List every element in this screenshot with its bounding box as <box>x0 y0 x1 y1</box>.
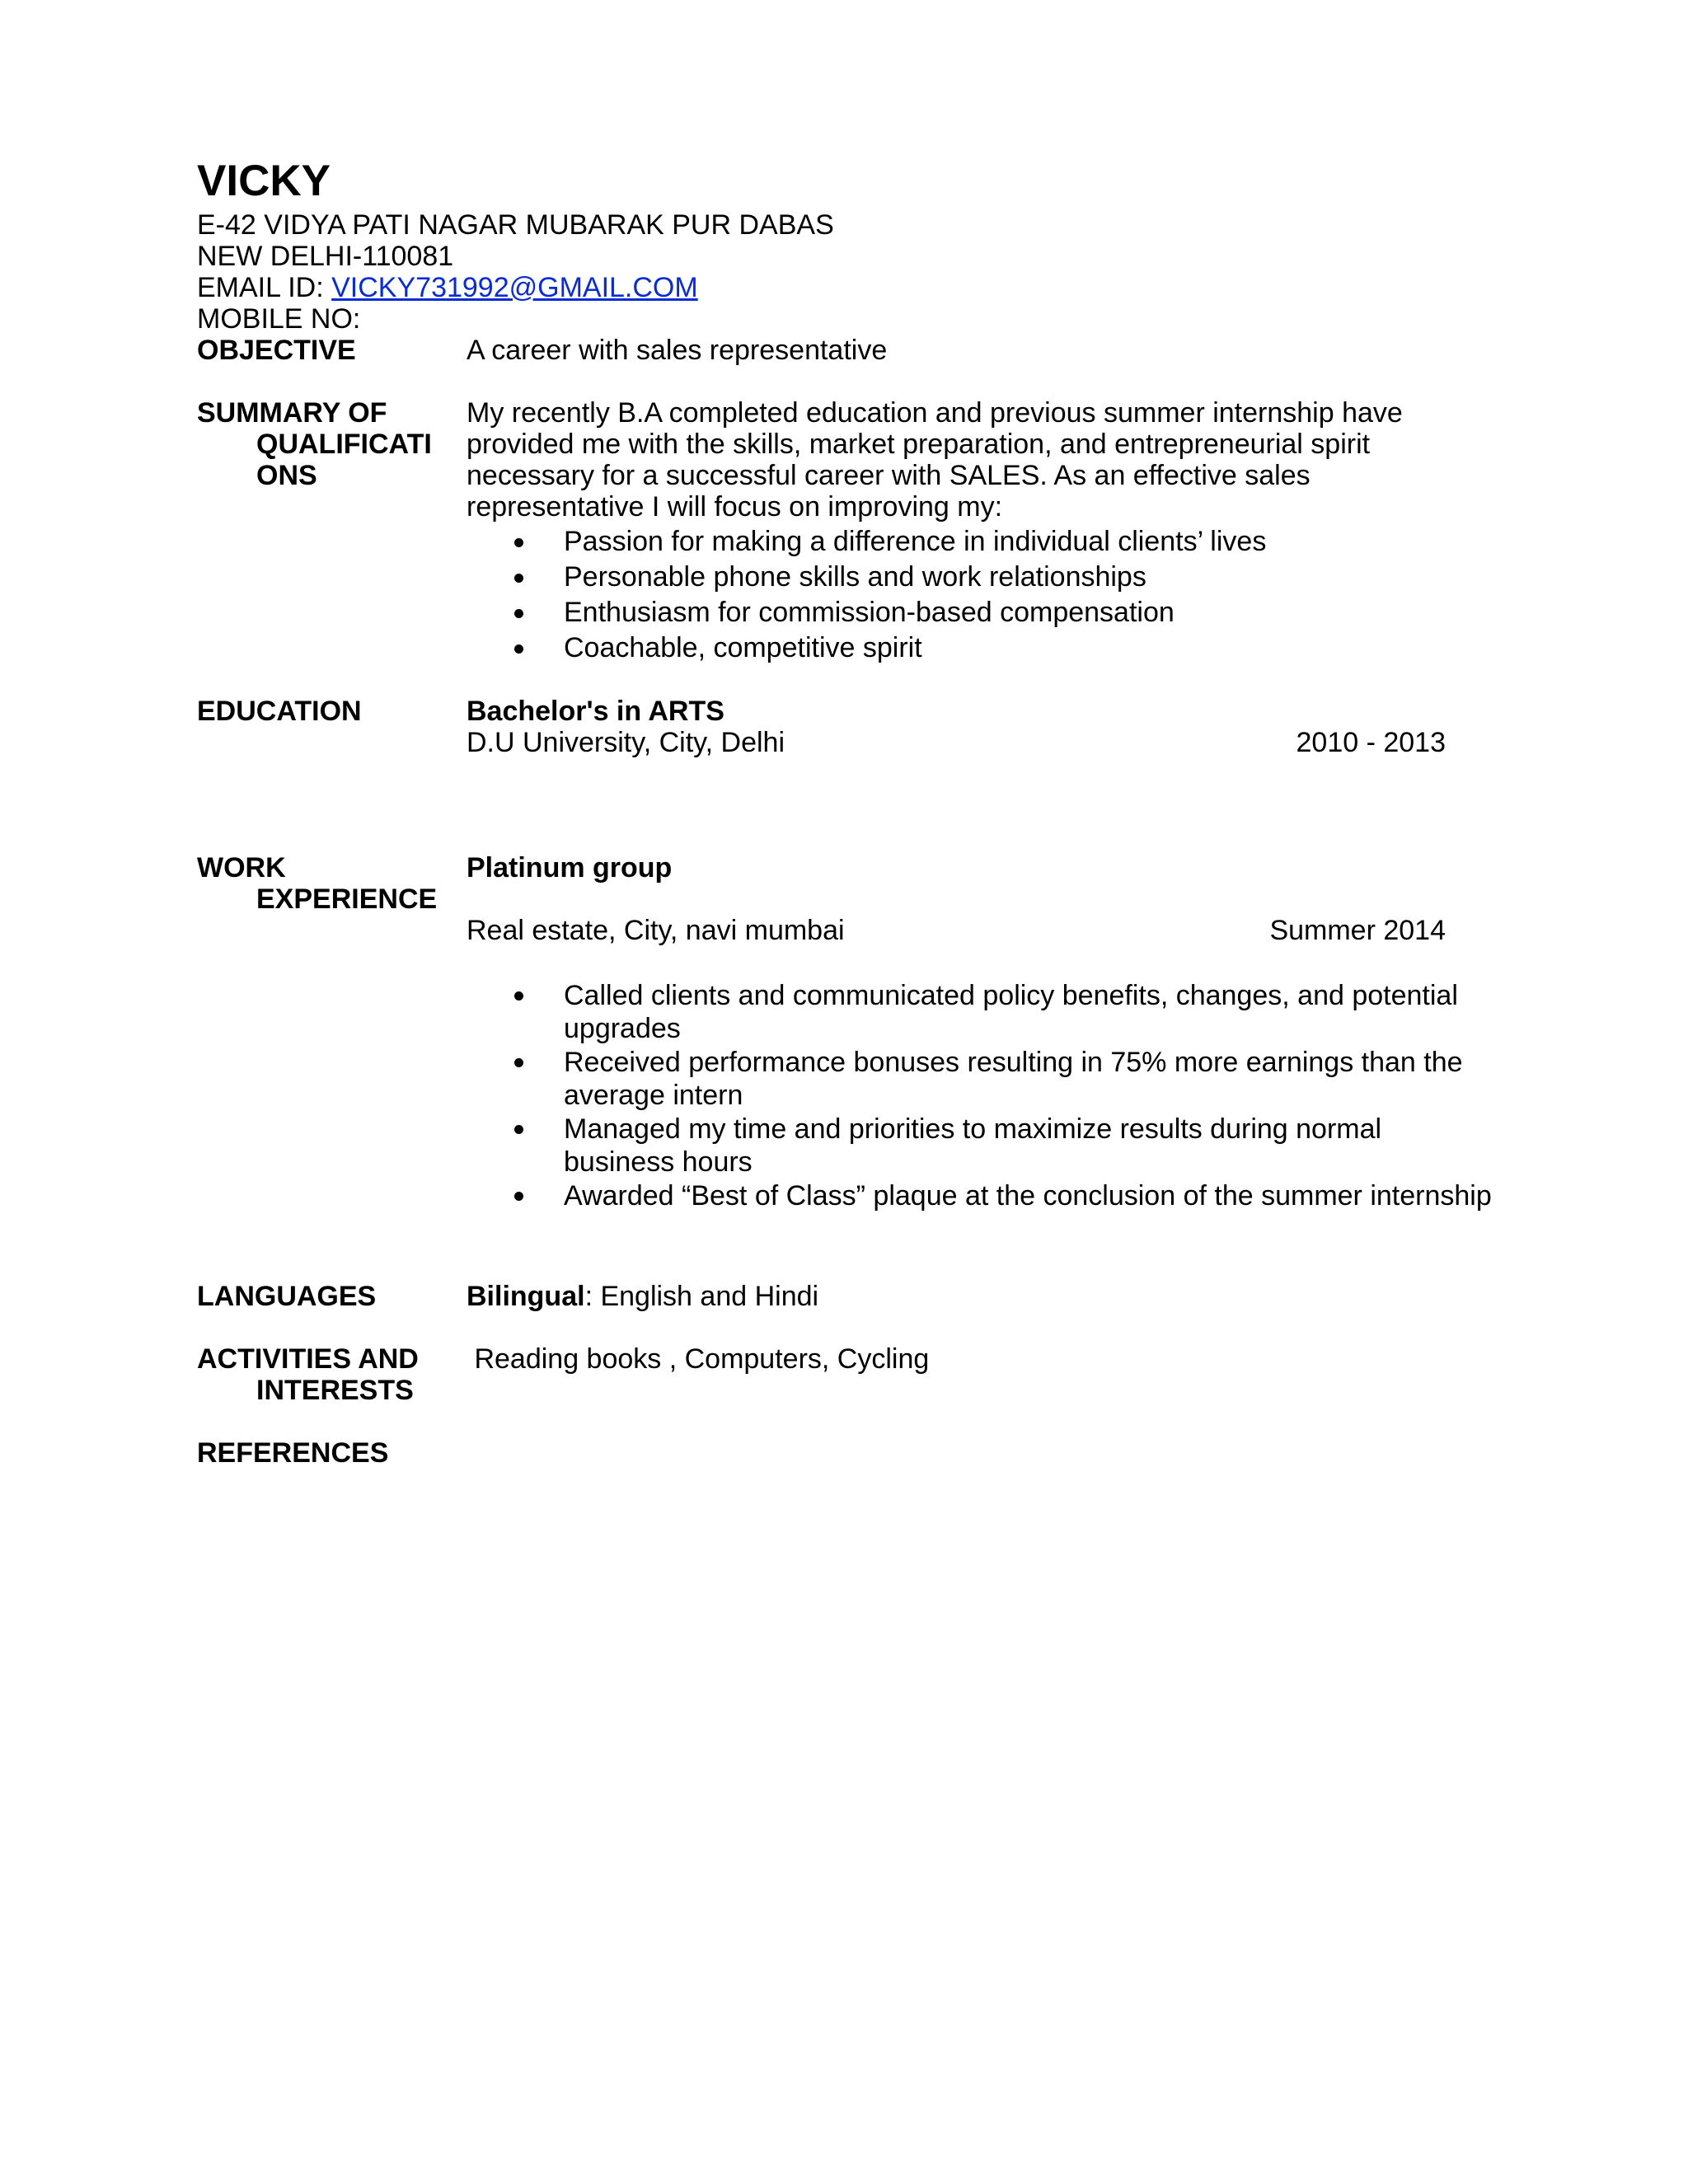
summary-line: My recently B.A completed education and previous summer internship have <box>467 397 1403 429</box>
work-bullet-list <box>467 979 1492 1213</box>
bullet-dot-icon <box>514 1192 523 1201</box>
bullet-dot-icon <box>514 574 523 583</box>
work-location: Real estate, City, navi mumbai <box>467 915 845 946</box>
bullet-dot-icon <box>514 538 523 547</box>
bullet-dot-icon <box>514 1058 523 1067</box>
education-heading: EDUCATION <box>197 696 362 727</box>
work-bullet: Managed my time and priorities to maximize results during normal business hours <box>467 1113 1492 1179</box>
work-period: Summer 2014 <box>1269 915 1446 946</box>
address-line-1: E-42 VIDYA PATI NAGAR MUBARAK PUR DABAS <box>197 209 834 241</box>
summary-line: representative I will focus on improving my: <box>467 491 1003 523</box>
education-years: 2010 - 2013 <box>1296 727 1446 758</box>
work-bullet: Received performance bonuses resulting in 75% more earnings than the average intern <box>467 1046 1492 1112</box>
work-heading-line-1: WORK <box>197 852 286 883</box>
education-institution: D.U University, City, Delhi <box>467 727 785 758</box>
education-degree: Bachelor's in ARTS <box>467 696 724 727</box>
summary-heading-line-2: QUALIFICATI <box>256 429 432 460</box>
summary-heading <box>197 397 432 491</box>
summary-bullet-list <box>467 526 1266 668</box>
languages-heading: LANGUAGES <box>197 1281 377 1312</box>
work-heading-line-2: EXPERIENCE <box>256 883 438 915</box>
bullet-dot-icon <box>514 991 523 1001</box>
email-link[interactable]: VICKY731992@GMAIL.COM <box>331 272 698 303</box>
email-row <box>197 272 698 303</box>
languages-text <box>467 1281 818 1312</box>
activities-heading <box>197 1343 419 1406</box>
mobile-label: MOBILE NO: <box>197 303 361 335</box>
summary-paragraph <box>467 397 1403 523</box>
candidate-name: VICKY <box>197 157 331 205</box>
summary-line: necessary for a successful career with SALES. As an effective sales <box>467 460 1311 491</box>
bullet-dot-icon <box>514 609 523 618</box>
objective-text: A career with sales representative <box>467 335 888 366</box>
summary-bullet: Passion for making a difference in individual clients’ lives <box>467 526 1266 561</box>
address-line-2: NEW DELHI-110081 <box>197 241 454 272</box>
languages-rest: : English and Hindi <box>584 1281 819 1312</box>
summary-heading-line-1: SUMMARY OF <box>197 397 387 429</box>
work-bullet: Called clients and communicated policy benefits, changes, and potential upgrades <box>467 979 1492 1045</box>
bullet-dot-icon <box>514 1125 523 1134</box>
summary-bullet: Coachable, competitive spirit <box>467 632 1266 668</box>
activities-heading-line-2: INTERESTS <box>256 1375 414 1406</box>
email-label: EMAIL ID: <box>197 272 332 303</box>
work-heading <box>197 852 437 915</box>
references-heading: REFERENCES <box>197 1437 389 1469</box>
objective-heading: OBJECTIVE <box>197 335 356 366</box>
activities-text: Reading books , Computers, Cycling <box>467 1343 930 1375</box>
summary-bullet: Personable phone skills and work relationships <box>467 561 1266 597</box>
bullet-dot-icon <box>514 644 523 654</box>
summary-bullet: Enthusiasm for commission-based compensation <box>467 597 1266 632</box>
activities-heading-line-1: ACTIVITIES AND <box>197 1343 419 1375</box>
summary-heading-line-3: ONS <box>256 460 317 491</box>
summary-line: provided me with the skills, market preparation, and entrepreneurial spirit <box>467 429 1371 460</box>
languages-lead: Bilingual <box>467 1281 585 1312</box>
work-company: Platinum group <box>467 852 673 883</box>
work-bullet: Awarded “Best of Class” plaque at the conclusion of the summer internship <box>467 1179 1492 1212</box>
